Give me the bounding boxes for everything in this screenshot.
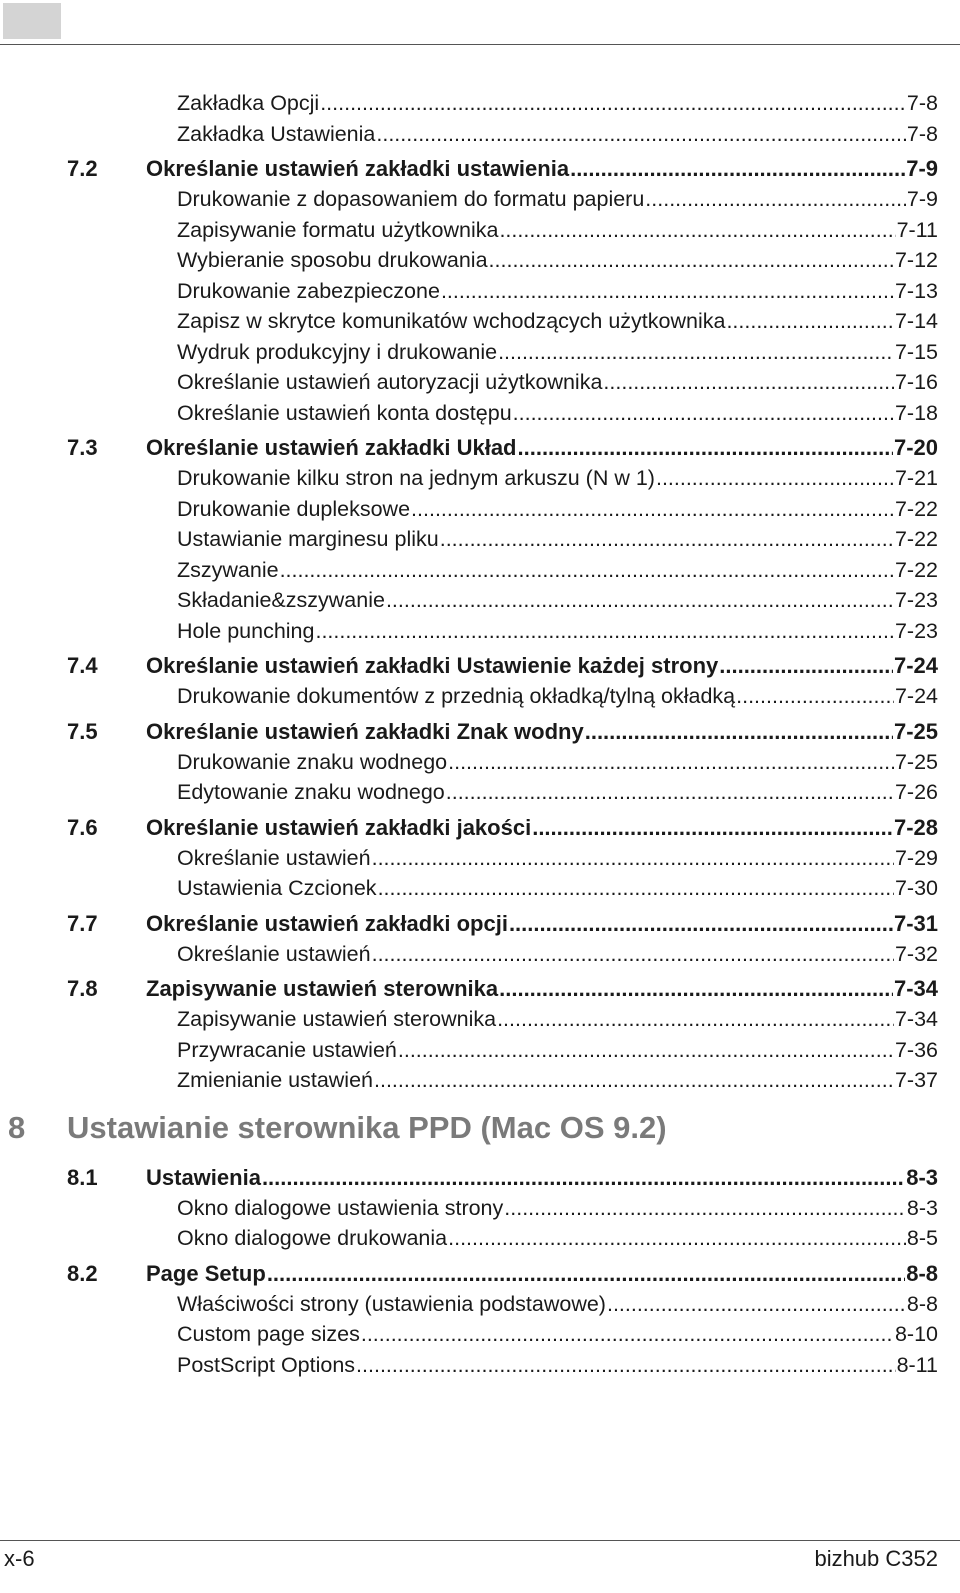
entry-title: Określanie ustawień xyxy=(177,845,371,870)
toc-subsection-entry[interactable] xyxy=(0,1004,960,1035)
dot-leader xyxy=(262,1163,905,1193)
dot-leader xyxy=(280,555,894,585)
toc-subsection-entry[interactable] xyxy=(0,747,960,778)
dot-leader xyxy=(518,433,893,463)
dot-leader xyxy=(320,88,906,118)
toc-subsection-entry[interactable] xyxy=(0,939,960,970)
entry-title: Ustawianie marginesu pliku xyxy=(177,527,439,551)
dot-leader xyxy=(411,494,894,524)
entry-title: Określanie ustawień zakładki jakości xyxy=(146,814,532,840)
entry-page-number: 7-37 xyxy=(894,1068,938,1092)
dot-leader xyxy=(513,398,894,428)
entry-page-number: 7-13 xyxy=(894,278,938,303)
toc-subsection-entry[interactable] xyxy=(0,398,960,429)
entry-title: Określanie ustawień zakładki Ustawienie każdej strony xyxy=(146,653,719,678)
entry-title: Wydruk produkcyjny i drukowanie xyxy=(177,339,498,364)
entry-page-number: 7-24 xyxy=(893,653,938,678)
toc-subsection-entry[interactable] xyxy=(0,616,960,647)
entry-title: Ustawienia xyxy=(146,1164,261,1190)
entry-title: Hole punching xyxy=(177,618,315,643)
toc-subsection-entry[interactable] xyxy=(0,494,960,525)
toc-subsection-entry[interactable] xyxy=(0,119,960,150)
entry-page-number: 7-22 xyxy=(894,496,938,521)
entry-title: Okno dialogowe drukowania xyxy=(177,1226,448,1250)
entry-page-number: 7-23 xyxy=(894,618,938,643)
entry-page-number: 8-5 xyxy=(906,1226,938,1250)
entry-page-number: 7-22 xyxy=(894,527,938,551)
dot-leader xyxy=(726,306,894,336)
dot-leader xyxy=(441,276,894,306)
toc-subsection-entry[interactable] xyxy=(0,777,960,808)
dot-leader xyxy=(448,747,894,777)
entry-title: Przywracanie ustawień xyxy=(177,1037,397,1062)
table-of-contents xyxy=(0,88,960,1380)
dot-leader xyxy=(504,1193,906,1223)
chapter-number: 8 xyxy=(8,1109,26,1145)
dot-leader xyxy=(446,777,894,807)
entry-title: Zszywanie xyxy=(177,557,279,582)
section-number: 7.7 xyxy=(67,910,98,936)
entry-title: PostScript Options xyxy=(177,1352,356,1377)
dot-leader xyxy=(378,873,894,903)
dot-leader xyxy=(499,974,893,1004)
dot-leader xyxy=(267,1259,905,1289)
entry-page-number: 7-24 xyxy=(894,684,938,708)
entry-page-number: 7-8 xyxy=(906,121,938,146)
dot-leader xyxy=(315,616,893,646)
dot-leader xyxy=(448,1223,906,1253)
toc-section-entry[interactable] xyxy=(0,712,960,747)
toc-subsection-entry[interactable] xyxy=(0,1065,960,1096)
entry-page-number: 8-8 xyxy=(906,1260,938,1286)
dot-leader xyxy=(398,1035,894,1065)
entry-title: Właściwości strony (ustawienia podstawowe) xyxy=(177,1291,606,1316)
toc-subsection-entry[interactable] xyxy=(0,873,960,904)
dot-leader xyxy=(570,154,905,184)
dot-leader xyxy=(656,463,894,493)
toc-subsection-entry[interactable] xyxy=(0,1223,960,1254)
entry-title: Drukowanie zabezpieczone xyxy=(177,278,440,303)
entry-title: Zakładka Opcji xyxy=(177,91,320,115)
entry-title: Określanie ustawień zakładki Znak wodny xyxy=(146,718,584,744)
header-rule xyxy=(0,44,960,45)
dot-leader xyxy=(372,843,894,873)
toc-chapter-heading[interactable] xyxy=(0,1096,960,1158)
toc-section-entry[interactable] xyxy=(0,1158,960,1193)
section-number: 7.4 xyxy=(67,653,98,678)
entry-title: Okno dialogowe ustawienia strony xyxy=(177,1195,504,1220)
entry-page-number: 7-9 xyxy=(906,156,938,181)
dot-leader xyxy=(719,651,893,681)
entry-page-number: 8-8 xyxy=(906,1291,938,1316)
dot-leader xyxy=(532,813,893,843)
entry-page-number: 7-21 xyxy=(894,466,938,490)
entry-title: Page Setup xyxy=(146,1260,266,1286)
entry-title: Zapisywanie formatu użytkownika xyxy=(177,217,499,242)
toc-section-entry[interactable] xyxy=(0,969,960,1004)
entry-page-number: 7-28 xyxy=(893,814,938,840)
entry-page-number: 8-10 xyxy=(894,1322,938,1346)
dot-leader xyxy=(585,717,893,747)
dot-leader xyxy=(509,909,893,939)
dot-leader xyxy=(361,1319,894,1349)
toc-section-entry[interactable] xyxy=(0,1254,960,1289)
toc-subsection-entry[interactable] xyxy=(0,585,960,616)
footer-product-name: bizhub C352 xyxy=(814,1546,938,1571)
entry-page-number: 7-25 xyxy=(893,718,938,744)
toc-subsection-entry[interactable] xyxy=(0,463,960,494)
entry-title: Ustawienia Czcionek xyxy=(177,876,377,900)
footer-page-number: x-6 xyxy=(4,1546,35,1571)
entry-title: Określanie ustawień konta dostępu xyxy=(177,400,512,425)
entry-page-number: 7-31 xyxy=(893,910,938,936)
toc-subsection-entry[interactable] xyxy=(0,367,960,398)
toc-subsection-entry[interactable] xyxy=(0,555,960,586)
section-number: 7.2 xyxy=(67,156,98,181)
entry-page-number: 7-20 xyxy=(893,435,938,460)
toc-section-entry[interactable] xyxy=(0,904,960,939)
entry-title: Określanie ustawień zakładki ustawienia xyxy=(146,156,570,181)
entry-page-number: 7-30 xyxy=(894,876,938,900)
chapter-title: Ustawianie sterownika PPD (Mac OS 9.2) xyxy=(67,1109,667,1145)
toc-subsection-entry[interactable] xyxy=(0,681,960,712)
toc-subsection-entry[interactable] xyxy=(0,337,960,368)
toc-subsection-entry[interactable] xyxy=(0,245,960,276)
toc-subsection-entry[interactable] xyxy=(0,1035,960,1066)
entry-title: Określanie ustawień xyxy=(177,941,371,966)
section-number: 7.3 xyxy=(67,435,98,460)
footer-rule xyxy=(0,1540,960,1541)
entry-page-number: 8-3 xyxy=(906,1195,938,1220)
dot-leader xyxy=(607,1289,906,1319)
entry-page-number: 7-29 xyxy=(894,845,938,870)
entry-title: Zapisz w skrytce komunikatów wchodzących użytkownika xyxy=(177,309,726,333)
section-number: 7.5 xyxy=(67,718,98,744)
section-number: 7.8 xyxy=(67,976,98,1001)
toc-section-entry[interactable] xyxy=(0,428,960,463)
toc-subsection-entry[interactable] xyxy=(0,1193,960,1224)
entry-title: Określanie ustawień zakładki opcji xyxy=(146,910,508,936)
toc-subsection-entry[interactable] xyxy=(0,1319,960,1350)
toc-subsection-entry[interactable] xyxy=(0,843,960,874)
dot-leader xyxy=(376,119,906,149)
entry-page-number: 7-36 xyxy=(894,1037,938,1062)
toc-subsection-entry[interactable] xyxy=(0,1289,960,1320)
entry-page-number: 7-18 xyxy=(894,400,938,425)
toc-subsection-entry[interactable] xyxy=(0,184,960,215)
entry-title: Zmienianie ustawień xyxy=(177,1068,373,1092)
dot-leader xyxy=(645,184,906,214)
entry-page-number: 7-11 xyxy=(896,217,938,242)
toc-subsection-entry[interactable] xyxy=(0,88,960,119)
dot-leader xyxy=(603,367,894,397)
entry-title: Drukowanie dokumentów z przednią okładką/tylną okładką xyxy=(177,684,736,708)
entry-title: Edytowanie znaku wodnego xyxy=(177,780,445,804)
dot-leader xyxy=(440,524,894,554)
dot-leader xyxy=(489,245,894,275)
entry-page-number: 7-34 xyxy=(893,976,938,1001)
dot-leader xyxy=(356,1350,896,1380)
entry-title: Drukowanie kilku stron na jednym arkuszu (N w 1) xyxy=(177,466,655,490)
toc-section-entry[interactable] xyxy=(0,646,960,681)
entry-title: Wybieranie sposobu drukowania xyxy=(177,248,488,272)
entry-page-number: 7-8 xyxy=(906,91,938,115)
entry-title: Custom page sizes xyxy=(177,1322,360,1346)
entry-title: Składanie&zszywanie xyxy=(177,588,385,612)
entry-page-number: 7-26 xyxy=(894,780,938,804)
dot-leader xyxy=(374,1065,894,1095)
section-number: 7.6 xyxy=(67,814,98,840)
dot-leader xyxy=(736,681,894,711)
section-number: 8.2 xyxy=(67,1260,98,1286)
entry-title: Zakładka Ustawienia xyxy=(177,121,376,146)
entry-page-number: 7-34 xyxy=(894,1007,938,1031)
entry-page-number: 8-3 xyxy=(906,1164,938,1190)
entry-page-number: 7-32 xyxy=(894,941,938,966)
entry-title: Drukowanie znaku wodnego xyxy=(177,749,448,774)
entry-title: Określanie ustawień autoryzacji użytkownika xyxy=(177,370,603,394)
dot-leader xyxy=(499,215,895,245)
dot-leader xyxy=(498,337,894,367)
toc-section-entry[interactable] xyxy=(0,149,960,184)
entry-title: Drukowanie dupleksowe xyxy=(177,496,411,521)
toc-subsection-entry[interactable] xyxy=(0,306,960,337)
dot-leader xyxy=(372,939,894,969)
toc-subsection-entry[interactable] xyxy=(0,1350,960,1381)
toc-subsection-entry[interactable] xyxy=(0,215,960,246)
entry-title: Drukowanie z dopasowaniem do formatu papieru xyxy=(177,187,645,211)
entry-page-number: 7-12 xyxy=(894,248,938,272)
toc-subsection-entry[interactable] xyxy=(0,276,960,307)
dot-leader xyxy=(386,585,894,615)
entry-page-number: 7-14 xyxy=(894,309,938,333)
toc-subsection-entry[interactable] xyxy=(0,524,960,555)
toc-section-entry[interactable] xyxy=(0,808,960,843)
entry-page-number: 7-9 xyxy=(906,187,938,211)
entry-title: Zapisywanie ustawień sterownika xyxy=(177,1007,497,1031)
entry-title: Określanie ustawień zakładki Układ xyxy=(146,435,517,460)
dot-leader xyxy=(497,1004,894,1034)
header-block xyxy=(3,3,61,39)
entry-title: Zapisywanie ustawień sterownika xyxy=(146,976,499,1001)
section-number: 8.1 xyxy=(67,1164,98,1190)
entry-page-number: 7-23 xyxy=(894,588,938,612)
entry-page-number: 7-25 xyxy=(894,749,938,774)
entry-page-number: 8-11 xyxy=(896,1352,938,1377)
entry-page-number: 7-22 xyxy=(894,557,938,582)
entry-page-number: 7-16 xyxy=(894,370,938,394)
entry-page-number: 7-15 xyxy=(894,339,938,364)
